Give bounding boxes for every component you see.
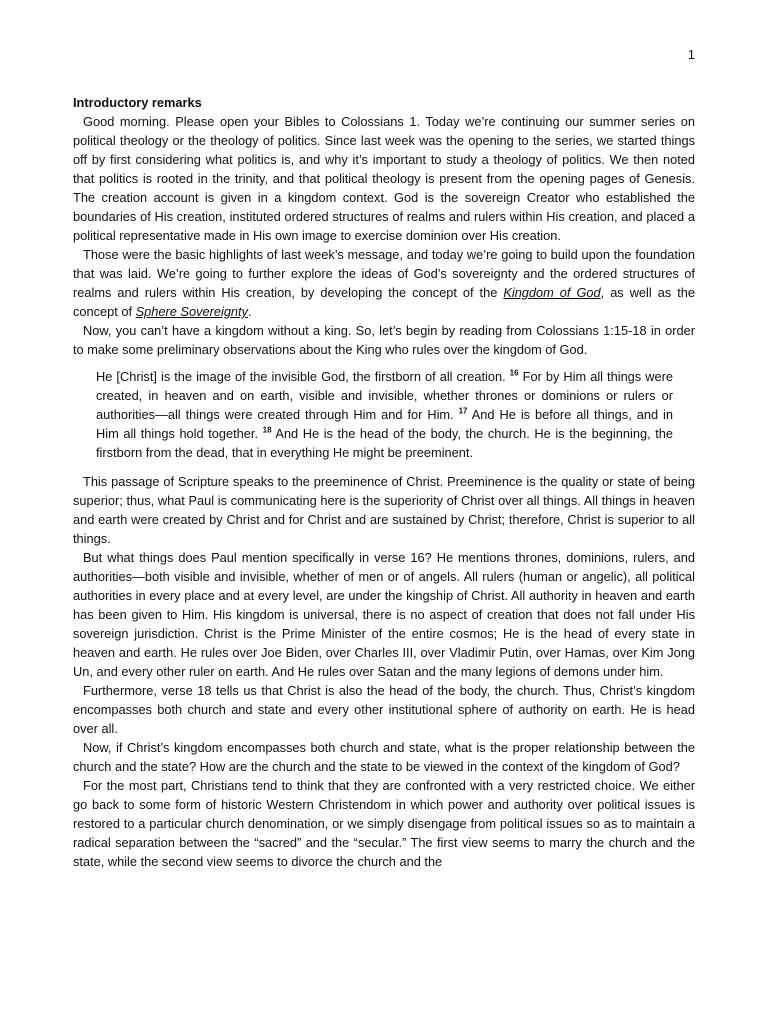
verse-number-18: 18	[262, 425, 272, 435]
colossians-quote	[96, 367, 673, 462]
verse-number-16: 16	[509, 368, 519, 378]
paragraph-4: This passage of Scripture speaks to the preeminence of Christ. Preeminence is the quality or state of being superior; thus, what Paul is communicating here is the superiority of Christ over all things. All things in heaven and earth were created by Christ and for Christ and are sustained by Christ; therefore, Christ is superior to all things.	[73, 474, 695, 546]
paragraph-2-text-middle: , as well as the concept of	[73, 285, 696, 319]
kingdom-of-god-term: Kingdom of God	[503, 285, 601, 300]
paragraph-3: Now, you can’t have a kingdom without a king. So, let’s begin by reading from Colossians 1:15-18 in order to make some preliminary observations about the King who rules over the kingdom of God.	[73, 323, 695, 357]
sphere-sovereignty-term: Sphere Sovereignty	[135, 304, 249, 319]
paragraph-1: Good morning. Please open your Bibles to Colossians 1. Today we’re continuing our summer series on political theology or the theology of politics. Since last week was the opening to the series, we started things off by first considering what politics is, and why it’s important to study a theology of politics. We then noted that politics is rooted in the trinity, and that political theology is present from the opening pages of Genesis. The creation account is given in a kingdom context. God is the sovereign Creator who established the boundaries of His creation, instituted ordered structures of realms and rulers within His creation, and placed a political representative made in His own image to exercise dominion over His creation.	[73, 114, 695, 243]
quote-part-1: He [Christ] is the image of the invisible God, the firstborn of all creation.	[96, 369, 510, 384]
quote-part-2: For by Him all things were created, in heaven and on earth, visible and invisible, whether thrones or dominions or rulers or authorities—all things were created through Him and for Him.	[96, 369, 673, 422]
sermon-text	[73, 93, 695, 871]
section-heading: Introductory remarks	[73, 95, 202, 110]
paragraph-2	[73, 245, 695, 321]
quote-part-3: And He is before all things, and in Him all things hold together.	[96, 407, 673, 441]
paragraph-2-text-after: .	[248, 304, 252, 319]
quote-part-4: And He is the head of the body, the church. He is the beginning, the firstborn from the dead, that in everything He might be preeminent.	[96, 426, 674, 460]
paragraph-7: Now, if Christ’s kingdom encompasses both church and state, what is the proper relationship between the church and the state? How are the church and the state to be viewed in the context of the kingdom of God?	[73, 740, 695, 774]
paragraph-6: Furthermore, verse 18 tells us that Christ is also the head of the body, the church. Thus, Christ’s kingdom encompasses both church and state and every other institutional sphere of authority on earth. He is head over all.	[73, 683, 695, 736]
paragraph-2-text-before: Those were the basic highlights of last week’s message, and today we’re going to build upon the foundation that was laid. We’re going to further explore the ideas of God’s sovereignty and the ordered structures of realms and rulers within His creation, by developing the concept of the	[73, 247, 695, 300]
paragraph-8: For the most part, Christians tend to think that they are confronted with a very restricted choice. We either go back to some form of historic Western Christendom in which power and authority over political issues is restored to a particular church denomination, or we simply disengage from political issues so as to maintain a radical separation between the “sacred” and the “secular.” The first view seems to marry the church and the state, while the second view seems to divorce the church and the	[73, 778, 695, 869]
verse-number-17: 17	[458, 406, 468, 416]
paragraph-5: But what things does Paul mention specifically in verse 16? He mentions thrones, dominions, rulers, and authorities—both visible and invisible, whether of men or of angels. All rulers (human or angelic), all political authorities in every place and at every level, are under the kingship of Christ. All authority in heaven and earth has been given to Him. His kingdom is universal, there is no aspect of creation that does not fall under His sovereign jurisdiction. Christ is the Prime Minister of the entire cosmos; He is the head of every state in heaven and earth. He rules over Joe Biden, over Charles III, over Vladimir Putin, over Hamas, over Kim Jong Un, and every other ruler on earth. And He rules over Satan and the many legions of demons under him.	[73, 550, 695, 679]
page-number: 1	[687, 47, 695, 62]
